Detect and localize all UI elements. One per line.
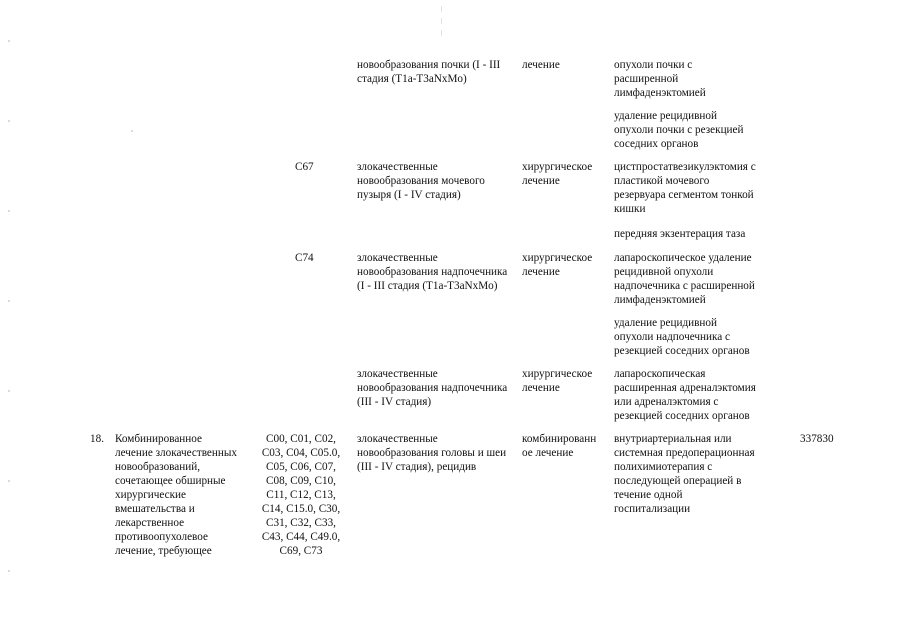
- scan-mark: [8, 300, 10, 302]
- treatment-method: передняя экзентерация таза: [614, 228, 746, 240]
- scan-mark: [131, 130, 133, 132]
- scan-mark: [8, 40, 10, 42]
- treatment-method: опухоли почки с расширенной лимфаденэктомией: [614, 59, 706, 99]
- scan-mark: [8, 480, 10, 482]
- treatment-type: лечение: [522, 59, 560, 71]
- cost-value: 337830: [800, 433, 834, 445]
- care-type-title: Комбинированное лечение злокачественных новообразований, сочетающее обширные хирургические вмешательства и лекарственное противоопухолевое лечение, требующее: [115, 433, 237, 557]
- scan-mark: [8, 390, 10, 392]
- treatment-method: внутриартериальная или системная предоперационная полихимиотерапия с последующей операцией в течение одной госпитализации: [614, 433, 755, 515]
- treatment-method: лапароскопическая расширенная адреналэктомия или адреналэктомия с резекцией соседних органов: [614, 368, 756, 422]
- disease-name: злокачественные новообразования мочевого пузыря (I - IV стадия): [357, 161, 485, 201]
- treatment-type: комбинированн ое лечение: [522, 433, 597, 459]
- treatment-method: лапароскопическое удаление рецидивной опухоли надпочечника с расширенной лимфаденэктомией: [614, 252, 755, 306]
- scan-mark: [8, 570, 10, 572]
- treatment-type: хирургическое лечение: [522, 368, 593, 394]
- treatment-type: хирургическое лечение: [522, 161, 593, 187]
- disease-name: новообразования почки (I - III стадия (T1a-T3aNxMo): [357, 59, 501, 85]
- treatment-method: удаление рецидивной опухоли почки с резекцией соседних органов: [614, 110, 744, 150]
- scan-mark: [441, 18, 442, 24]
- row-number: 18.: [90, 433, 104, 445]
- scan-mark: [8, 210, 10, 212]
- icd-code: C74: [295, 252, 314, 264]
- icd-codes: C00, C01, C02, C03, C04, C05.0, C05, C06, C07, C08, C09, C10, C11, C12, C13, C14, C15.0, C30, C31, C32, C33, C43, C44, C49.0, C69, C73: [261, 433, 341, 557]
- icd-code: C67: [295, 161, 314, 173]
- treatment-type: хирургическое лечение: [522, 252, 593, 278]
- disease-name: злокачественные новообразования головы и шеи (III - IV стадия), рецидив: [357, 433, 507, 473]
- scan-mark: [8, 120, 10, 122]
- treatment-method: удаление рецидивной опухоли надпочечника с резекцией соседних органов: [614, 317, 750, 357]
- treatment-method: цистпростатвезикулэктомия с пластикой мочевого резервуара сегментом тонкой кишки: [614, 161, 756, 215]
- disease-name: злокачественные новообразования надпочечника (III - IV стадия): [357, 368, 508, 408]
- disease-name: злокачественные новообразования надпочечника (I - III стадия (T1a-T3aNxMo): [357, 252, 508, 292]
- scan-mark: [441, 6, 442, 12]
- scan-mark: [441, 30, 442, 36]
